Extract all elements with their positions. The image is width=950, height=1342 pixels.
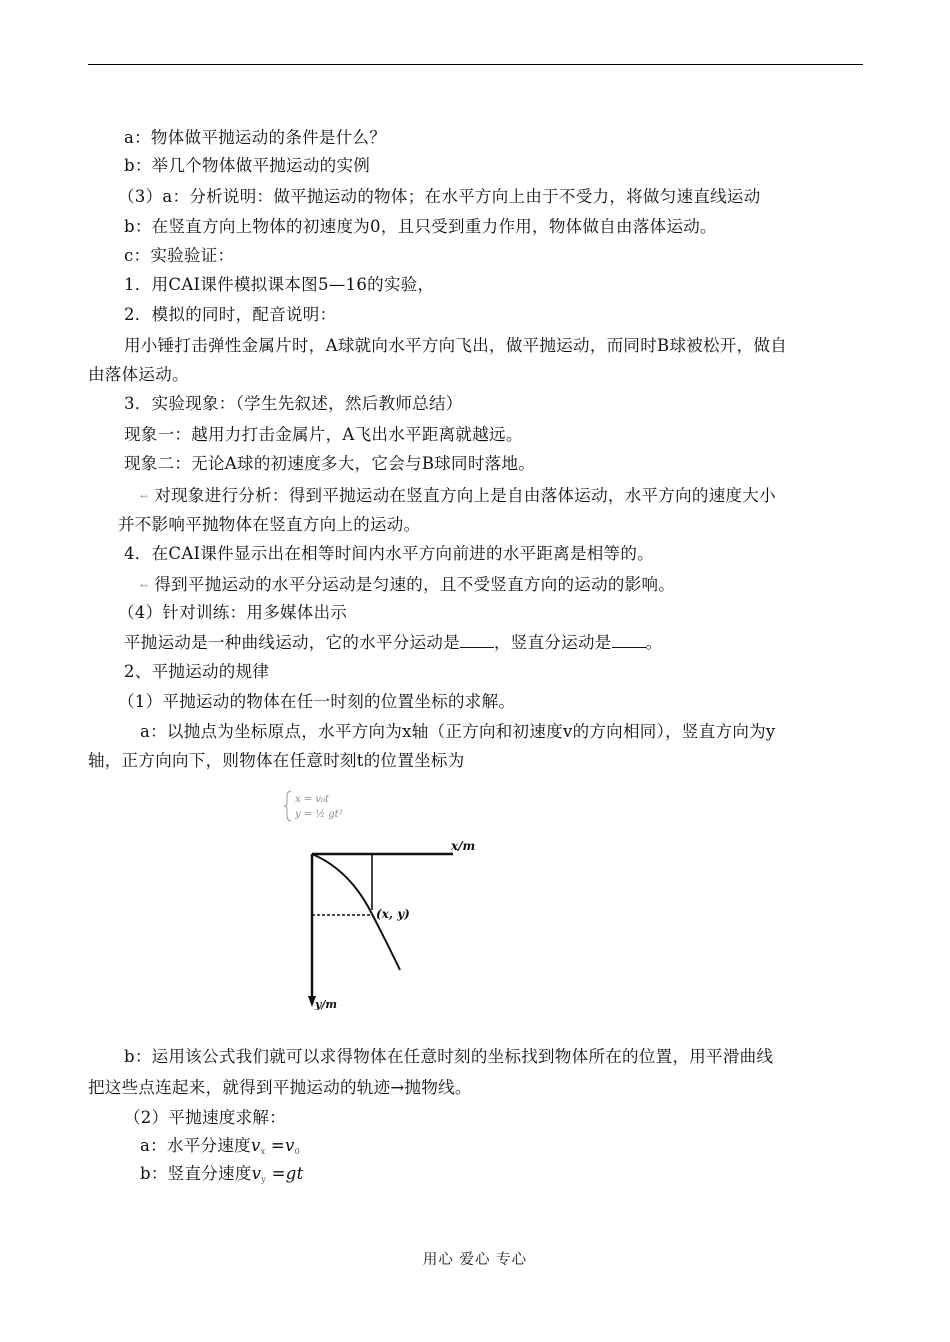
line-5: c：实验验证：	[124, 246, 235, 265]
line-16	[140, 574, 675, 597]
horizontal-velocity-label: a：水平分速度	[140, 1136, 251, 1155]
line-18	[124, 632, 662, 654]
line-23: b：运用该公式我们就可以求得物体在任意时刻的坐标找到物体所在的位置，用平滑曲线	[124, 1047, 774, 1066]
line-15: 4．在CAI课件显示出在相等时间内水平方向前进的水平距离是相等的。	[124, 544, 654, 563]
blank-1	[460, 633, 494, 648]
line-13	[140, 485, 776, 508]
vx-subscript: x	[260, 1147, 266, 1156]
line-18-part-1: 平抛运动是一种曲线运动，它的水平分运动是	[124, 633, 460, 652]
v0-subscript: 0	[294, 1147, 301, 1156]
page-footer: 用心 爱心 专心	[422, 1252, 528, 1268]
header-rule	[88, 64, 863, 65]
gt-term: gt	[285, 1164, 304, 1183]
formula-eq-2: y = ½ gt²	[295, 809, 343, 820]
line-1: a：物体做平抛运动的条件是什么？	[124, 128, 387, 147]
line-18-part-3: 。	[645, 633, 663, 652]
line-8: 用小锤打击弹性金属片时，A球就向水平方向飞出，做平抛运动，而同时B球被松开，做自	[124, 336, 788, 355]
line-17: （4）针对训练：用多媒体出示	[118, 603, 348, 622]
line-14: 并不影响平抛物体在竖直方向上的运动。	[118, 515, 421, 534]
vx-symbol: v	[250, 1136, 261, 1155]
line-2: b：举几个物体做平抛运动的实例	[124, 156, 371, 175]
vertical-velocity-label: b：竖直分速度	[140, 1164, 252, 1183]
line-26: a：水平分速度$v_x =v_0$	[140, 1136, 301, 1156]
y-axis-label: y/m	[315, 998, 338, 1010]
line-11: 现象一：越用力打击金属片，A飞出水平距离就越远。	[124, 425, 523, 444]
line-16-text: 得到平抛运动的水平分运动是匀速的，且不受竖直方向的运动的影响。	[154, 575, 676, 594]
line-20: （1）平抛运动的物体在任一时刻的位置坐标的求解。	[118, 692, 516, 711]
line-18-part-2: ，竖直分运动是	[494, 633, 612, 652]
formula-eq-1: x = v₀t	[295, 794, 330, 805]
vy-subscript: y	[261, 1175, 267, 1184]
line-22: 轴，正方向向下，则物体在任意时刻t的位置坐标为	[88, 751, 465, 770]
line-6: 1．用CAI课件模拟课本图5—16的实验，	[124, 275, 435, 294]
line-7: 2．模拟的同时，配音说明：	[124, 305, 337, 324]
position-formula	[283, 789, 393, 823]
small-mark-1: ⊷	[140, 491, 149, 501]
blank-2	[612, 633, 646, 648]
line-3: （3）a：分析说明：做平抛运动的物体；在水平方向上由于不受力，将做匀速直线运动	[118, 187, 761, 206]
line-12: 现象二：无论A球的初速度多大，它会与B球同时落地。	[124, 454, 536, 473]
v0-symbol: v	[285, 1136, 295, 1155]
line-9: 由落体运动。	[88, 365, 189, 384]
line-10: 3．实验现象：（学生先叙述，然后教师总结）	[124, 394, 463, 413]
point-label: (x, y)	[376, 907, 410, 921]
line-24: 把这些点连起来，就得到平抛运动的轨迹→抛物线。	[88, 1078, 472, 1097]
trajectory-figure	[300, 830, 500, 1010]
line-19: 2、平抛运动的规律	[124, 662, 270, 681]
small-mark-2: ⊷	[140, 580, 149, 590]
line-21: a：以抛点为坐标原点，水平方向为x轴（正方向和初速度v的方向相同），竖直方向为y	[140, 722, 776, 741]
vy-symbol: v	[251, 1164, 262, 1183]
line-13-text: 对现象进行分析：得到平抛运动在竖直方向上是自由落体运动，水平方向的速度大小	[154, 486, 776, 505]
x-axis-label: x/m	[451, 839, 476, 853]
line-27: b：竖直分速度$v_y =gt$	[140, 1164, 304, 1184]
line-25: （2）平抛速度求解：	[124, 1108, 286, 1127]
line-4: b：在竖直方向上物体的初速度为0，且只受到重力作用，物体做自由落体运动。	[124, 217, 717, 236]
